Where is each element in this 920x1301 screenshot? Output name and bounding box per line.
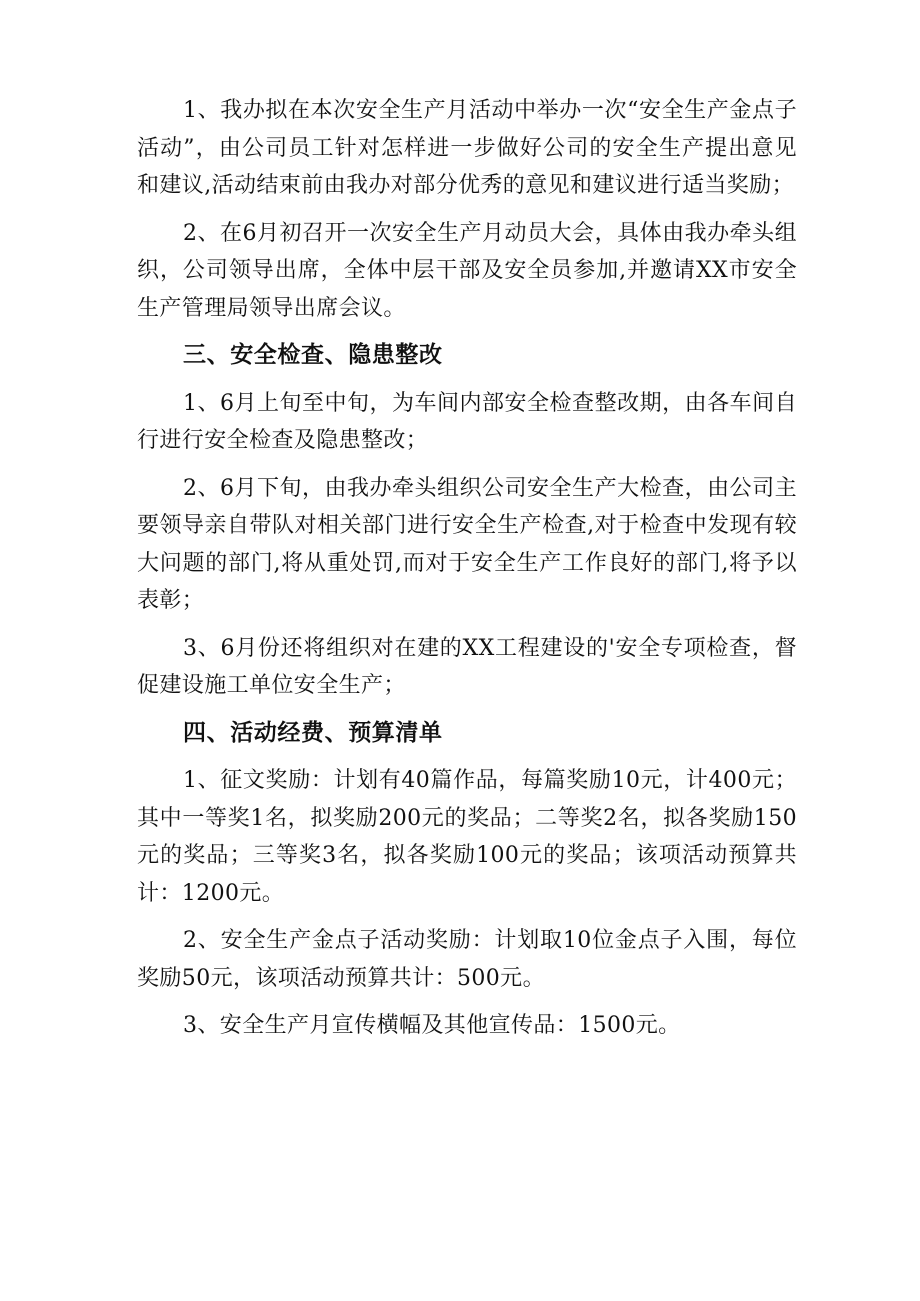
paragraph-gap [137,620,797,630]
paragraph-essay-awards: 1、征文奖励：计划有40篇作品，每篇奖励10元，计400元；其中一等奖1名，拟奖励200元的奖品；二等奖2名，拟各奖励150元的奖品；三等奖3名，拟各奖励100元的奖品；该项活动预算共计：1200元。 [137,768,797,906]
paragraph-gap [137,705,797,715]
paragraph-suggestion-awards: 2、安全生产金点子活动奖励：计划取10位金点子入围，每位奖励50元，该项活动预算共计：500元。 [137,928,797,991]
paragraph-suggestion-activity: 1、我办拟在本次安全生产月活动中举办一次“安全生产金点子活动”，由公司员工针对怎样进一步做好公司的安全生产提出意见和建议,活动结束前由我办对部分优秀的意见和建议进行适当奖励； [137,98,797,198]
paragraph-special-inspection: 3、6月份还将组织对在建的XX工程建设的'安全专项检查，督促建设施工单位安全生产； [137,635,797,698]
paragraph-gap [137,752,797,762]
paragraph-gap [137,912,797,922]
paragraph-gap [137,460,797,470]
paragraph-company-inspection: 2、6月下旬，由我办牵头组织公司安全生产大检查，由公司主要领导亲自带队对相关部门进行安全生产检查,对于检查中发现有较大问题的部门,将从重处罚,而对于安全生产工作良好的部门,将予以表彰； [137,475,797,613]
paragraph-publicity-materials: 3、安全生产月宣传横幅及其他宣传品：1500元。 [183,1013,681,1038]
document-page [137,92,797,1045]
paragraph-gap [137,205,797,215]
paragraph-mobilization-meeting: 2、在6月初召开一次安全生产月动员大会，具体由我办牵头组织，公司领导出席，全体中层干部及安全员参加,并邀请XX市安全生产管理局领导出席会议。 [137,220,797,321]
paragraph-gap [137,327,797,337]
paragraph-workshop-inspection: 1、6月上旬至中旬，为车间内部安全检查整改期，由各车间自行进行安全检查及隐患整改； [137,390,797,453]
section-heading-safety-inspection: 三、安全检查、隐患整改 [183,342,443,368]
section-heading-budget: 四、活动经费、预算清单 [183,719,443,746]
paragraph-gap [137,375,797,385]
paragraph-gap [137,997,797,1007]
